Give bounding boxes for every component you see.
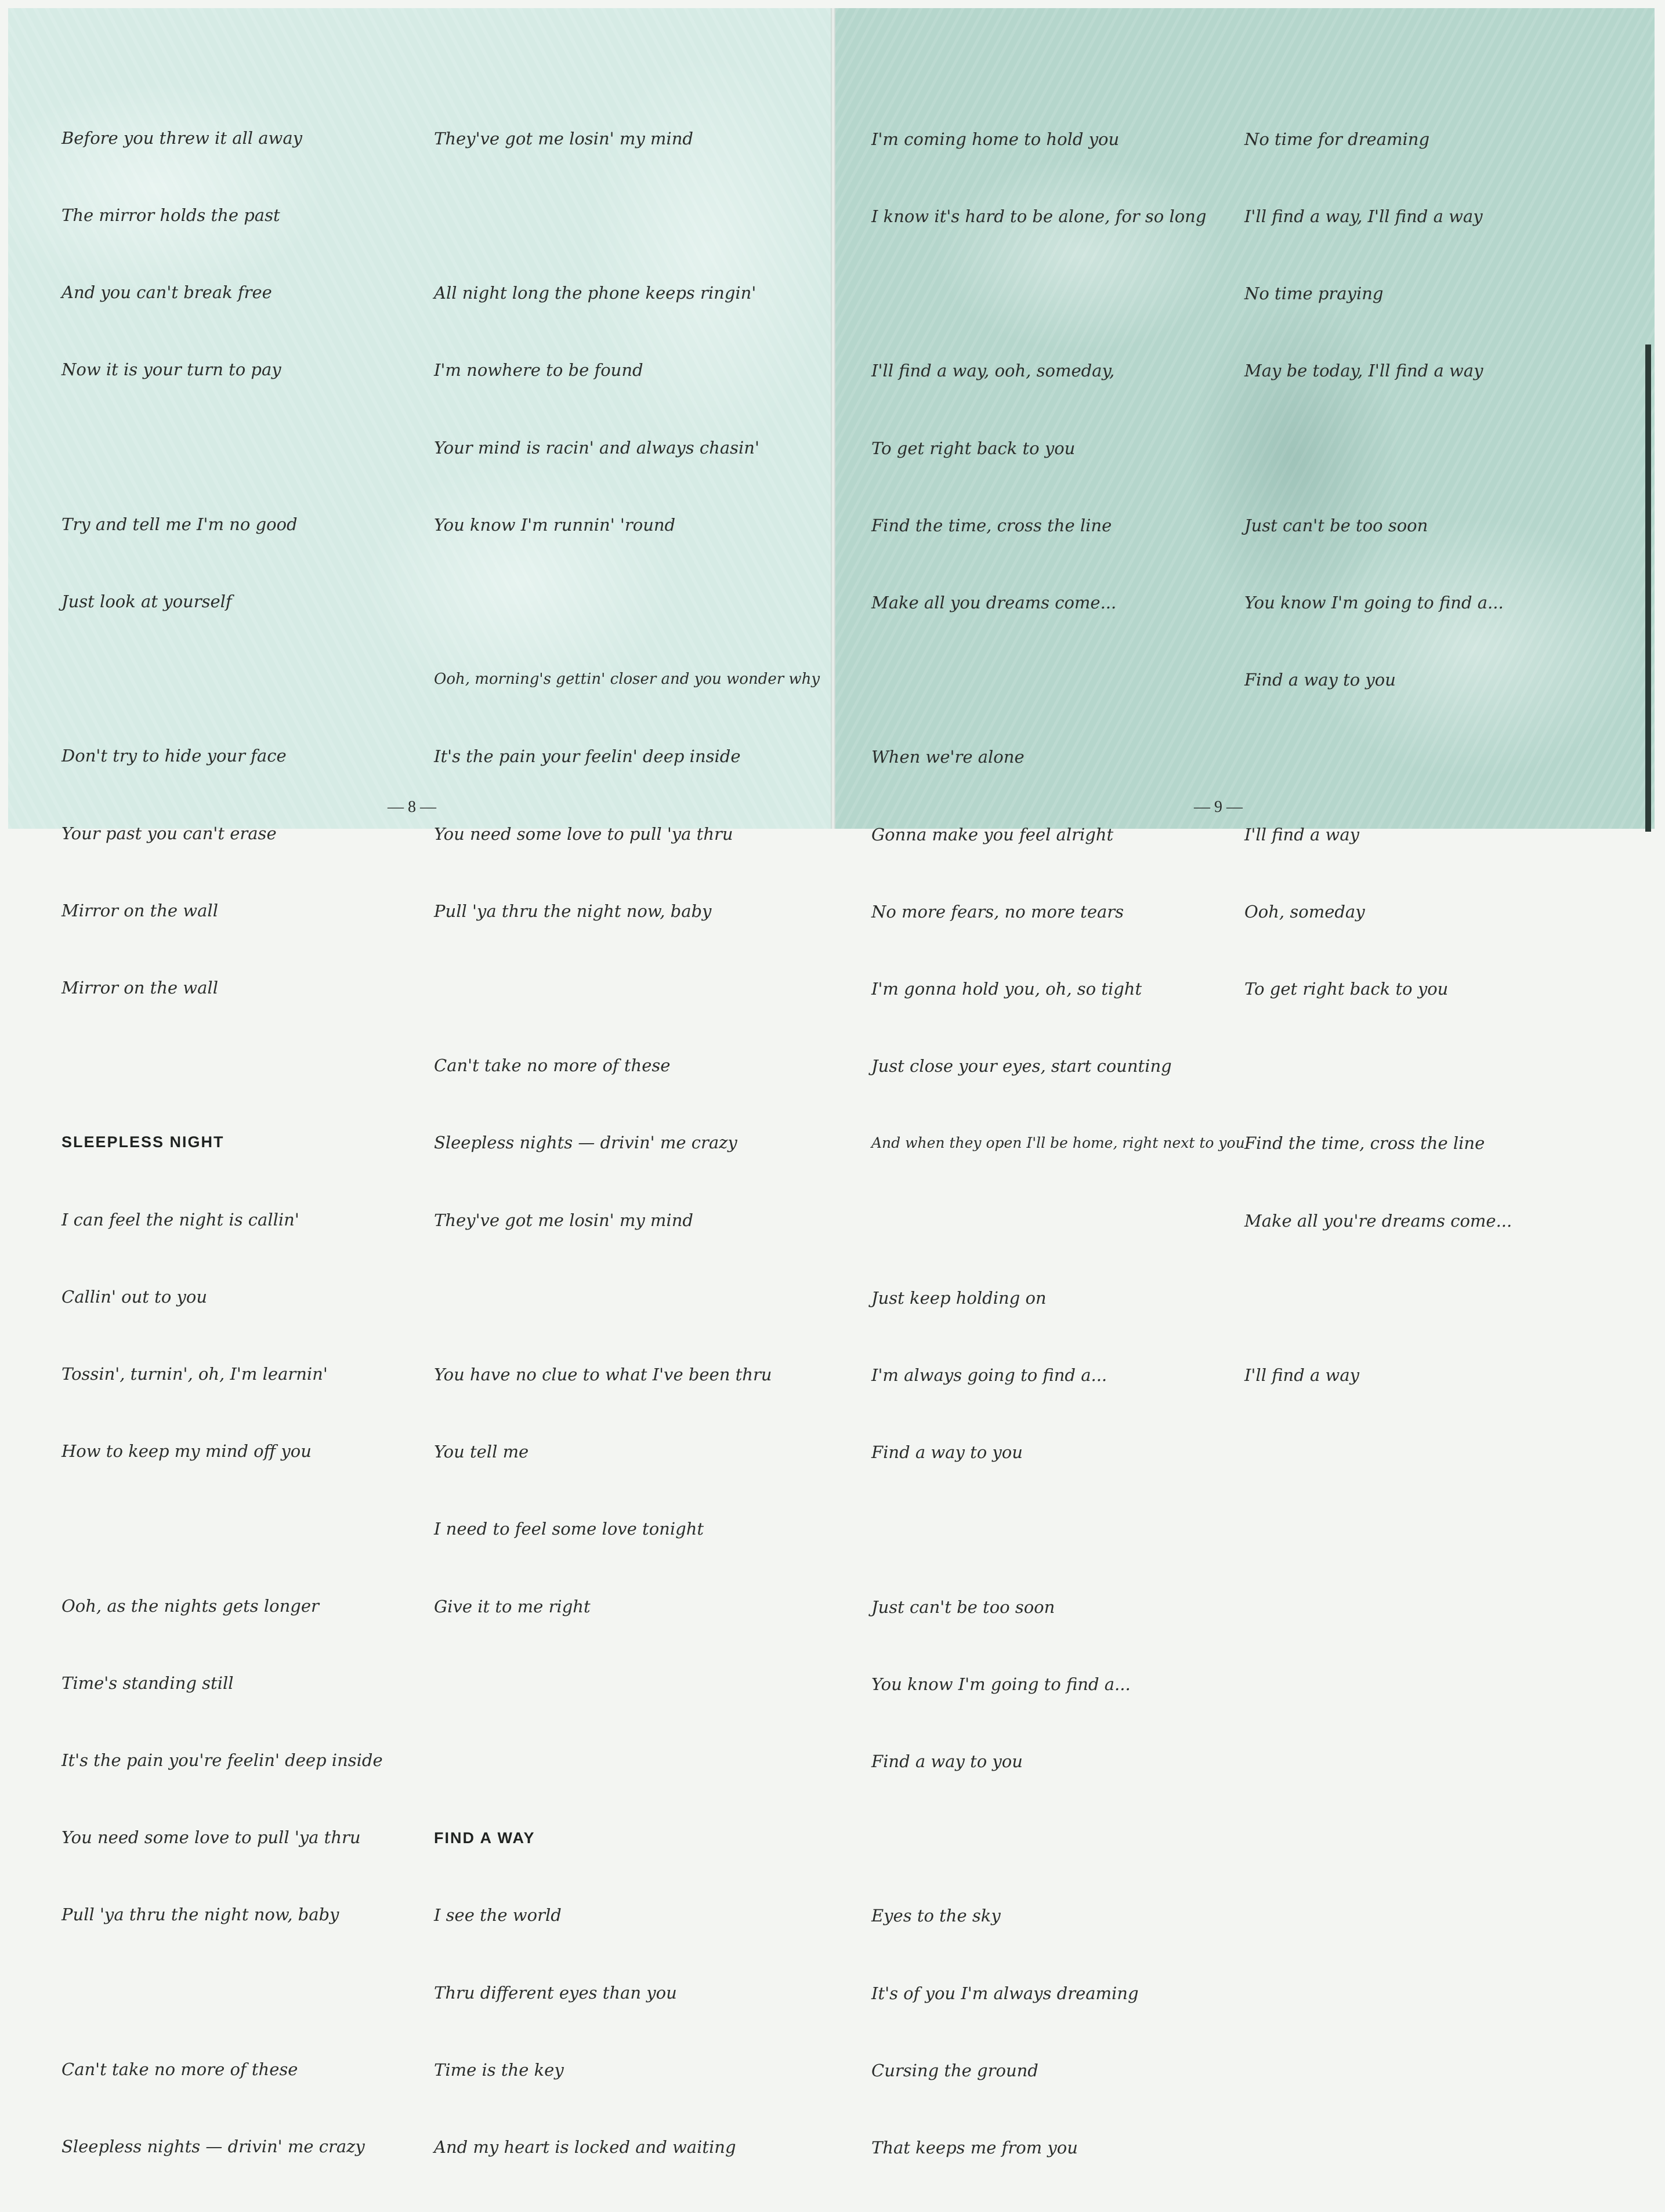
book-gutter [831, 8, 835, 829]
lyric-line: That keeps me from you [871, 2138, 1078, 2158]
lyric-line: To get right back to you [871, 438, 1076, 458]
lyric-line: The mirror holds the past [61, 205, 280, 226]
lyric-line: Your mind is racin' and always chasin' [434, 437, 759, 458]
lyric-line: Sleepless nights — drivin' me crazy [434, 1133, 737, 1153]
lyric-line: Make all you're dreams come... [1244, 1210, 1512, 1231]
lyric-line: I'll find a way [1244, 1365, 1360, 1386]
song-title-find-a-way: FIND A WAY [434, 1829, 535, 1847]
lyric-line: Ooh, as the nights gets longer [61, 1595, 319, 1616]
lyric-line: Don't try to hide your face [61, 746, 287, 766]
lyric-line: Time is the key [434, 2059, 564, 2080]
lyric-line: I'm coming home to hold you [871, 129, 1120, 149]
lyric-line: Give it to me right [434, 1596, 591, 1616]
page-number-8: — 8 — [388, 798, 436, 816]
lyric-line: Eyes to the sky [871, 1906, 1001, 1926]
lyric-line: I'm always going to find a... [871, 1365, 1107, 1386]
lyric-line: Make all you dreams come... [871, 593, 1117, 613]
lyric-line: Now it is your turn to pay [61, 360, 281, 380]
lyric-line: Pull 'ya thru the night now, baby [61, 1905, 339, 1925]
lyric-line: Thru different eyes than you [434, 1982, 677, 2003]
right-column-1 [871, 75, 1245, 2212]
lyric-line: I'll find a way, I'll find a way [1244, 206, 1483, 227]
lyric-line: Just can't be too soon [871, 1597, 1055, 1617]
lyric-line: Time's standing still [61, 1673, 234, 1693]
lyric-line: They've got me losin' my mind [434, 128, 693, 148]
lyric-line: You need some love to pull 'ya thru [434, 824, 733, 844]
lyric-line: Before you threw it all away [61, 128, 303, 148]
lyric-line: Sleepless nights — drivin' me crazy [61, 2137, 365, 2157]
lyric-line: Find the time, cross the line [871, 515, 1112, 535]
lyric-line: I can feel the night is callin' [61, 1209, 299, 1230]
lyric-line: Pull 'ya thru the night now, baby [434, 901, 712, 921]
lyric-line: Find a way to you [871, 1752, 1023, 1772]
lyric-line: Ooh, someday [1244, 901, 1365, 922]
lyric-line: And you can't break free [61, 282, 272, 303]
lyric-line: And when they open I'll be home, right next to you [871, 1134, 1245, 1152]
lyric-line: Can't take no more of these [434, 1056, 671, 1076]
lyric-line: Just close your eyes, start counting [871, 1056, 1172, 1076]
left-column-2 [434, 74, 820, 2211]
lyric-line: Just can't be too soon [1244, 515, 1428, 535]
lyric-line: They've got me losin' my mind [434, 1210, 693, 1230]
lyric-line: I'll find a way [1244, 824, 1360, 844]
lyric-line: Find a way to you [1244, 670, 1396, 690]
lyric-line: How to keep my mind off you [61, 1441, 312, 1462]
lyric-line: Find the time, cross the line [1244, 1133, 1485, 1154]
lyric-line: Tossin', turnin', oh, I'm learnin' [61, 1364, 328, 1384]
lyric-line: No time for dreaming [1244, 129, 1430, 149]
lyric-line: All night long the phone keeps ringin' [434, 283, 757, 303]
lyric-line: Cursing the ground [871, 2060, 1038, 2080]
lyric-line: When we're alone [871, 747, 1025, 767]
lyric-line: You need some love to pull 'ya thru [61, 1827, 361, 1848]
lyric-line: You know I'm going to find a... [1244, 593, 1504, 613]
lyric-line: It's the pain your feelin' deep inside [434, 746, 741, 767]
page-edge-shadow [1645, 345, 1651, 832]
left-page [8, 8, 831, 2157]
lyric-line: Mirror on the wall [61, 978, 218, 998]
lyric-line: I know it's hard to be alone, for so long [871, 206, 1207, 227]
lyric-line: You tell me [434, 1442, 529, 1462]
lyric-line: To get right back to you [1244, 979, 1449, 999]
lyric-line: It's of you I'm always dreaming [871, 1983, 1139, 2003]
lyric-line: May be today, I'll find a way [1244, 361, 1483, 381]
lyric-line: Just keep holding on [871, 1288, 1047, 1308]
right-column-2 [1244, 75, 1512, 1439]
right-page [835, 8, 1655, 2158]
lyric-line: Can't take no more of these [61, 2059, 298, 2079]
lyric-line: You know I'm runnin' 'round [434, 514, 676, 535]
lyric-line: Your past you can't erase [61, 823, 277, 843]
lyric-line: Mirror on the wall [61, 900, 218, 920]
lyric-line: And my heart is locked and waiting [434, 2137, 736, 2157]
lyric-line: I need to feel some love tonight [434, 1519, 704, 1539]
lyric-line: Gonna make you feel alright [871, 824, 1114, 844]
lyric-line: I'll find a way, ooh, someday, [871, 361, 1115, 381]
lyric-line: Just look at yourself [61, 592, 232, 612]
lyric-line: Ooh, morning's gettin' closer and you wonder why [434, 670, 820, 688]
page-number-9: — 9 — [1194, 798, 1243, 816]
lyric-line: No time praying [1244, 284, 1384, 304]
lyric-line: I'm gonna hold you, oh, so tight [871, 979, 1142, 999]
lyric-line: It's the pain you're feelin' deep inside [61, 1750, 383, 1771]
lyric-line: You have no clue to what I've been thru [434, 1365, 772, 1385]
lyric-line: You know I'm going to find a... [871, 1674, 1131, 1694]
lyric-line: No more fears, no more tears [871, 901, 1124, 922]
left-column-1 [61, 74, 383, 2211]
song-title-sleepless-night: SLEEPLESS NIGHT [61, 1133, 225, 1151]
lyric-line: Try and tell me I'm no good [61, 514, 298, 534]
lyric-line: Callin' out to you [61, 1286, 208, 1307]
lyric-line: Find a way to you [871, 1442, 1023, 1463]
lyric-line: I'm nowhere to be found [434, 360, 643, 380]
lyric-line: I see the world [434, 1905, 562, 1925]
